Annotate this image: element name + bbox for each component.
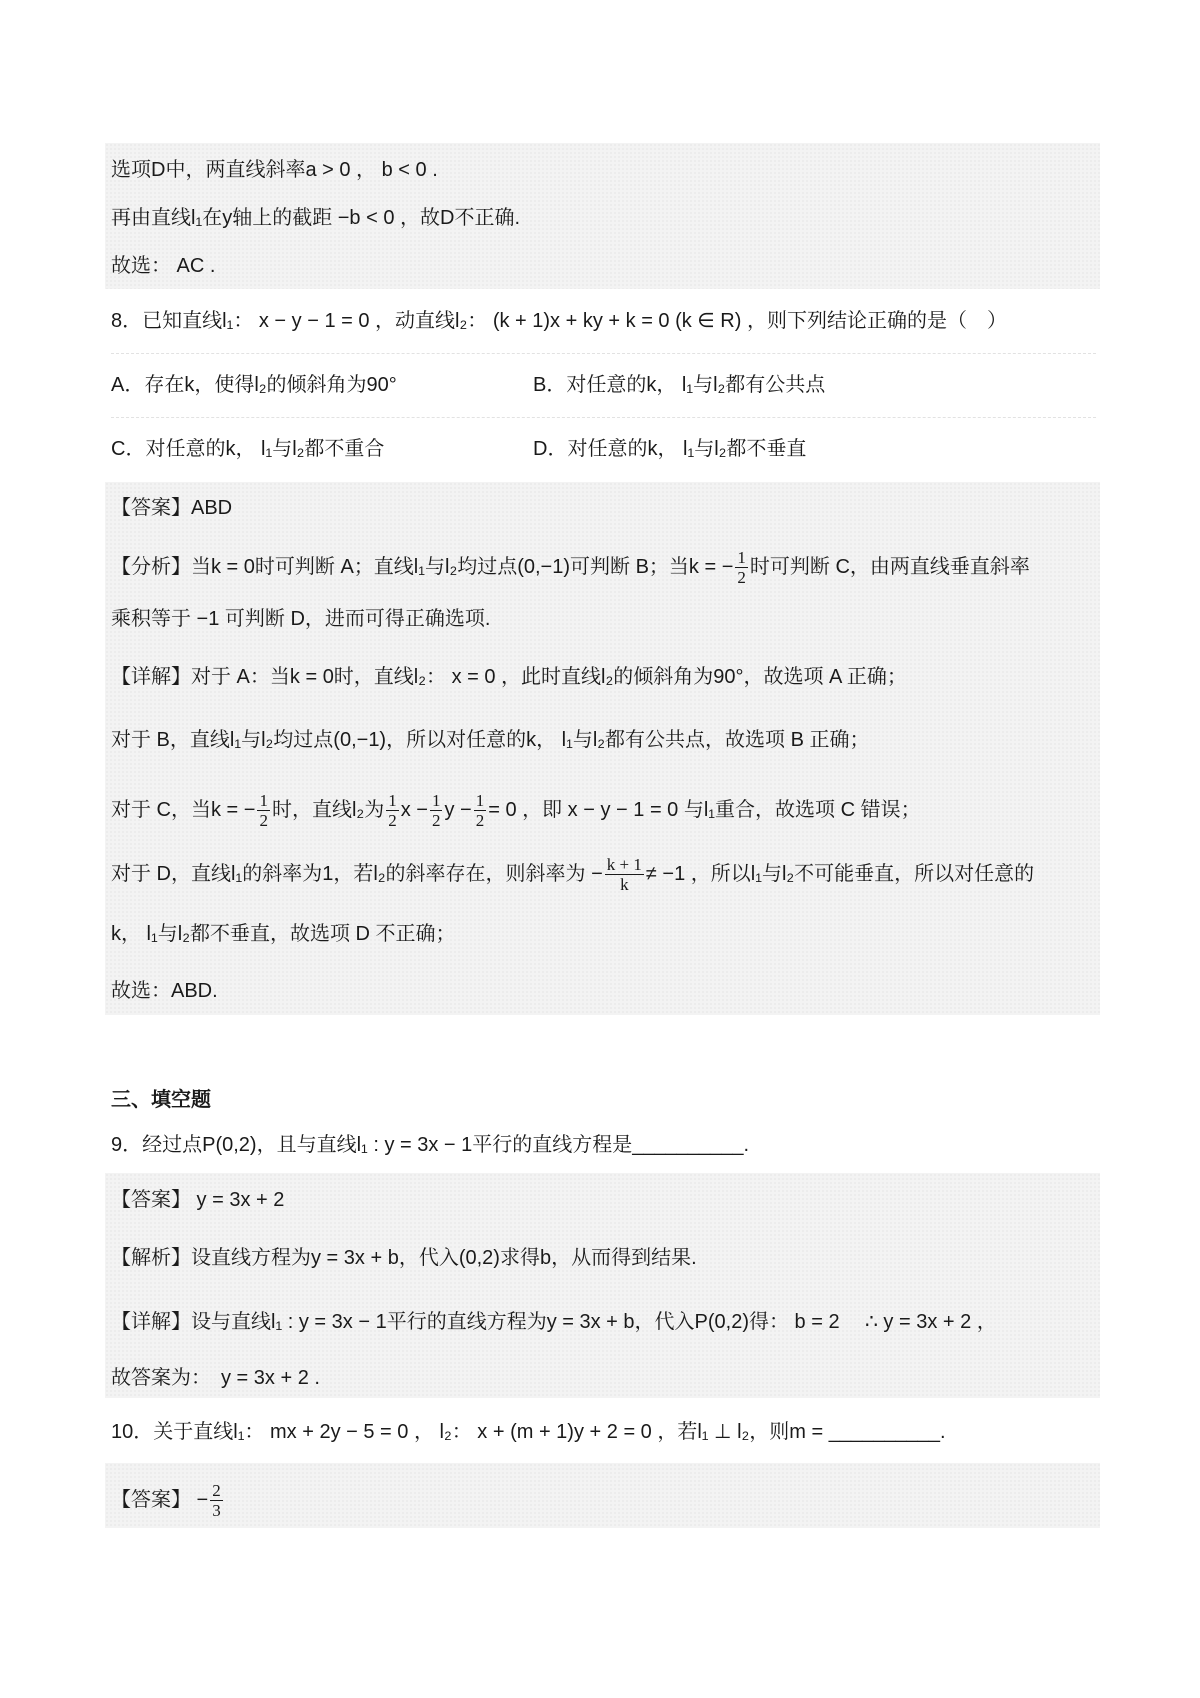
fraction-numerator: 1: [431, 791, 441, 810]
fraction-one-half: [430, 791, 443, 830]
q8-analysis-text-b: 时可判断 C，由两直线垂直斜率: [749, 555, 1030, 578]
divider: [111, 353, 1096, 354]
q8-detail-line-5: k， l₁与l₂都不垂直，故选项 D 不正确；: [111, 923, 456, 945]
fraction-numerator: 2: [212, 1481, 221, 1500]
q8-analysis-line-2: 乘积等于 −1 可判断 D，进而可得正确选项.: [111, 608, 491, 630]
fraction-one-half: [735, 548, 748, 587]
fraction-denominator: 2: [737, 568, 746, 587]
q8-option-c: C．对任意的k， l₁与l₂都不重合: [111, 438, 385, 460]
fraction-one-half: [474, 791, 487, 830]
q8-analysis-text-a: 【分析】当k = 0时可判断 A；直线l₁与l₂均过点(0,−1)可判断 B；当k = −: [111, 555, 734, 578]
section-title: 三、填空题: [111, 1089, 211, 1111]
q10-answer-label: 【答案】 −: [111, 1488, 209, 1511]
q8-detail3-text-a: 对于 C，当k = −: [111, 798, 256, 821]
fraction-one-half: [386, 791, 399, 830]
q8-analysis-line-1: [111, 548, 1030, 587]
q9-final-answer: 故答案为： y = 3x + 2 .: [111, 1367, 320, 1389]
fraction-numerator: 1: [737, 548, 746, 567]
q8-option-b: B．对任意的k， l₁与l₂都有公共点: [533, 374, 826, 396]
box1-line-1: 选项D中，两直线斜率a > 0 ， b < 0 .: [111, 159, 438, 181]
box1-line-2: 再由直线l₁在y轴上的截距 −b < 0 ，故D不正确.: [111, 207, 521, 229]
q8-option-a: A．存在k，使得l₂的倾斜角为90°: [111, 374, 397, 396]
fraction-numerator: 1: [475, 791, 485, 810]
box1-line-3: 故选： AC .: [111, 255, 216, 277]
fraction-denominator: k: [620, 875, 629, 894]
q8-detail-line-4: [111, 855, 1034, 894]
q9-detail: 【详解】设与直线l₁ : y = 3x − 1平行的直线方程为y = 3x + b，代入P(0,2)得： b = 2 ∴ y = 3x + 2 ，: [111, 1311, 997, 1333]
q8-detail3-text-c: x −: [400, 798, 428, 821]
q10-answer: [111, 1481, 225, 1520]
q8-detail-line-2: 对于 B，直线l₁与l₂均过点(0,−1)，所以对任意的k， l₁与l₂都有公共点，故选项 B 正确；: [111, 729, 870, 751]
q8-detail3-text-b: 时，直线l₂为: [271, 798, 385, 821]
fraction-denominator: 2: [431, 811, 441, 830]
q8-stem: 8．已知直线l₁： x − y − 1 = 0 ，动直线l₂： (k + 1)x + ky + k = 0 (k ∈ R) ，则下列结论正确的是（ ）: [111, 310, 1007, 332]
divider: [111, 417, 1096, 418]
fraction-denominator: 2: [388, 811, 397, 830]
q9-stem: 9．经过点P(0,2)，且与直线l₁ : y = 3x − 1平行的直线方程是__________.: [111, 1134, 750, 1156]
fraction-k-plus-1-over-k: [605, 855, 644, 894]
q8-detail-line-1: 【详解】对于 A：当k = 0时，直线l₂： x = 0 ，此时直线l₂的倾斜角为90°，故选项 A 正确；: [111, 666, 907, 688]
q8-detail-line-3: [111, 791, 921, 830]
fraction-one-half: [257, 791, 270, 830]
fraction-numerator: k + 1: [606, 855, 642, 874]
fraction-two-thirds: [210, 1481, 223, 1520]
q8-conclusion: 故选：ABD.: [111, 980, 218, 1002]
q8-option-d: D．对任意的k， l₁与l₂都不垂直: [533, 438, 807, 460]
fraction-denominator: 2: [475, 811, 485, 830]
q8-detail3-text-d: y −: [444, 798, 472, 821]
q9-answer: 【答案】 y = 3x + 2: [111, 1189, 285, 1211]
q9-analysis: 【解析】设直线方程为y = 3x + b，代入(0,2)求得b，从而得到结果.: [111, 1247, 697, 1269]
fraction-denominator: 2: [259, 811, 268, 830]
q8-detail4-text-a: 对于 D，直线l₁的斜率为1，若l₂的斜率存在，则斜率为 −: [111, 862, 603, 885]
fraction-numerator: 1: [259, 791, 268, 810]
q10-stem: 10．关于直线l₁： mx + 2y − 5 = 0 ， l₂： x + (m + 1)y + 2 = 0 ，若l₁ ⊥ l₂，则m = __________.: [111, 1421, 946, 1443]
fraction-denominator: 3: [212, 1501, 221, 1520]
fraction-numerator: 1: [388, 791, 397, 810]
q8-detail3-text-e: = 0 ，即 x − y − 1 = 0 与l₁重合，故选项 C 错误；: [488, 798, 921, 821]
q8-detail4-text-b: ≠ −1 ，所以l₁与l₂不可能垂直，所以对任意的: [645, 862, 1035, 885]
solution-box-q10: [105, 1463, 1100, 1528]
q8-answer: 【答案】ABD: [111, 497, 233, 519]
